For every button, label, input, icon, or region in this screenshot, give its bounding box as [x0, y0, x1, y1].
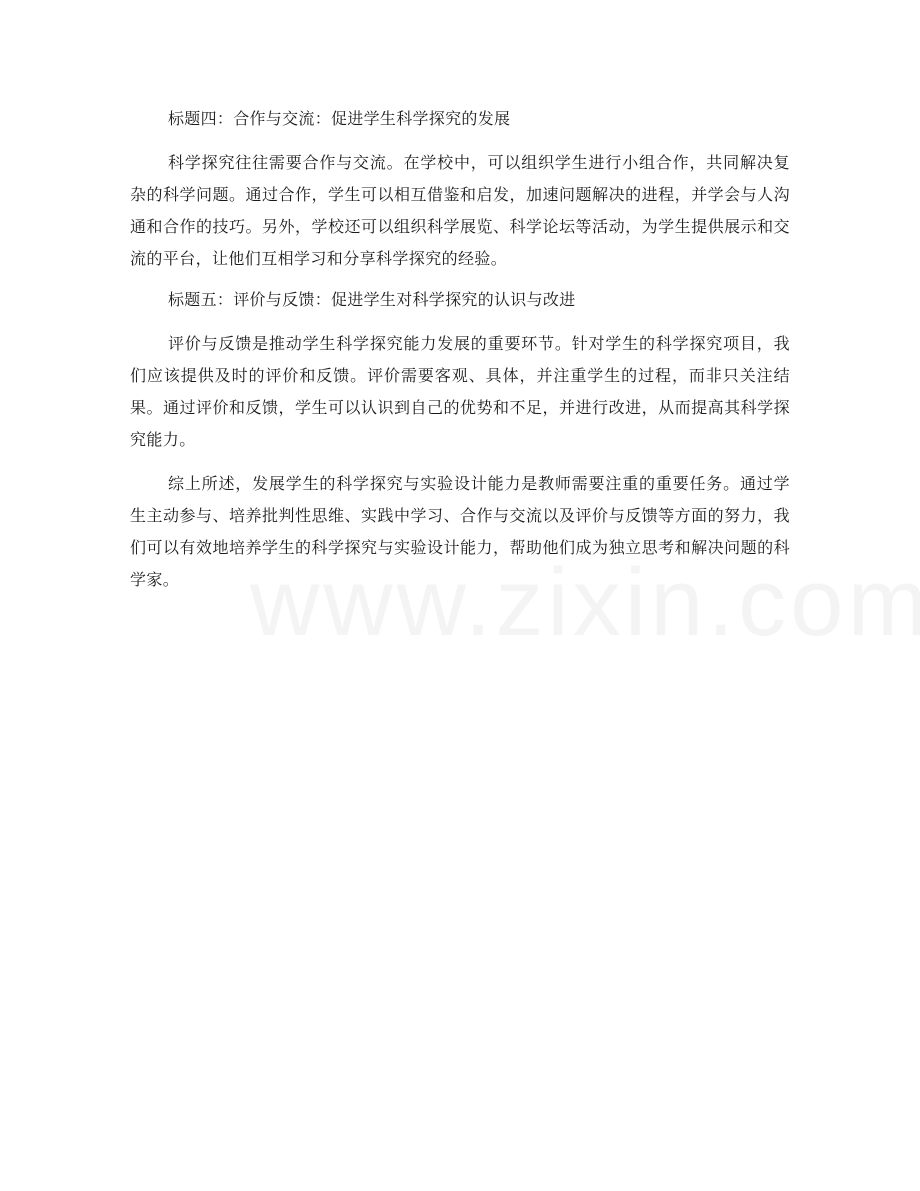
conclusion-paragraph: 综上所述，发展学生的科学探究与实验设计能力是教师需要注重的重要任务。通过学生主动参与、培养批判性思维、实践中学习、合作与交流以及评价与反馈等方面的努力，我们可以有效地培养学生的科学探究与实验设计能力，帮助他们成为独立思考和解决问题的科学家。 — [130, 474, 790, 589]
section-body-4: 科学探究往往需要合作与交流。在学校中，可以组织学生进行小组合作，共同解决复杂的科学问题。通过合作，学生可以相互借鉴和启发，加速问题解决的进程，并学会与人沟通和合作的技巧。另外，学校还可以组织科学展览、科学论坛等活动，为学生提供展示和交流的平台，让他们互相学习和分享科学探究的经验。 — [130, 153, 790, 268]
document-page — [130, 100, 790, 608]
section-heading-5: 标题五：评价与反馈：促进学生对科学探究的认识与改进 — [168, 290, 576, 309]
section-body-5: 评价与反馈是推动学生科学探究能力发展的重要环节。针对学生的科学探究项目，我们应该提供及时的评价和反馈。评价需要客观、具体，并注重学生的过程，而非只关注结果。通过评价和反馈，学生可以认识到自己的优势和不足，并进行改进，从而提高其科学探究能力。 — [130, 334, 790, 449]
section-heading-4: 标题四：合作与交流：促进学生科学探究的发展 — [168, 109, 511, 128]
